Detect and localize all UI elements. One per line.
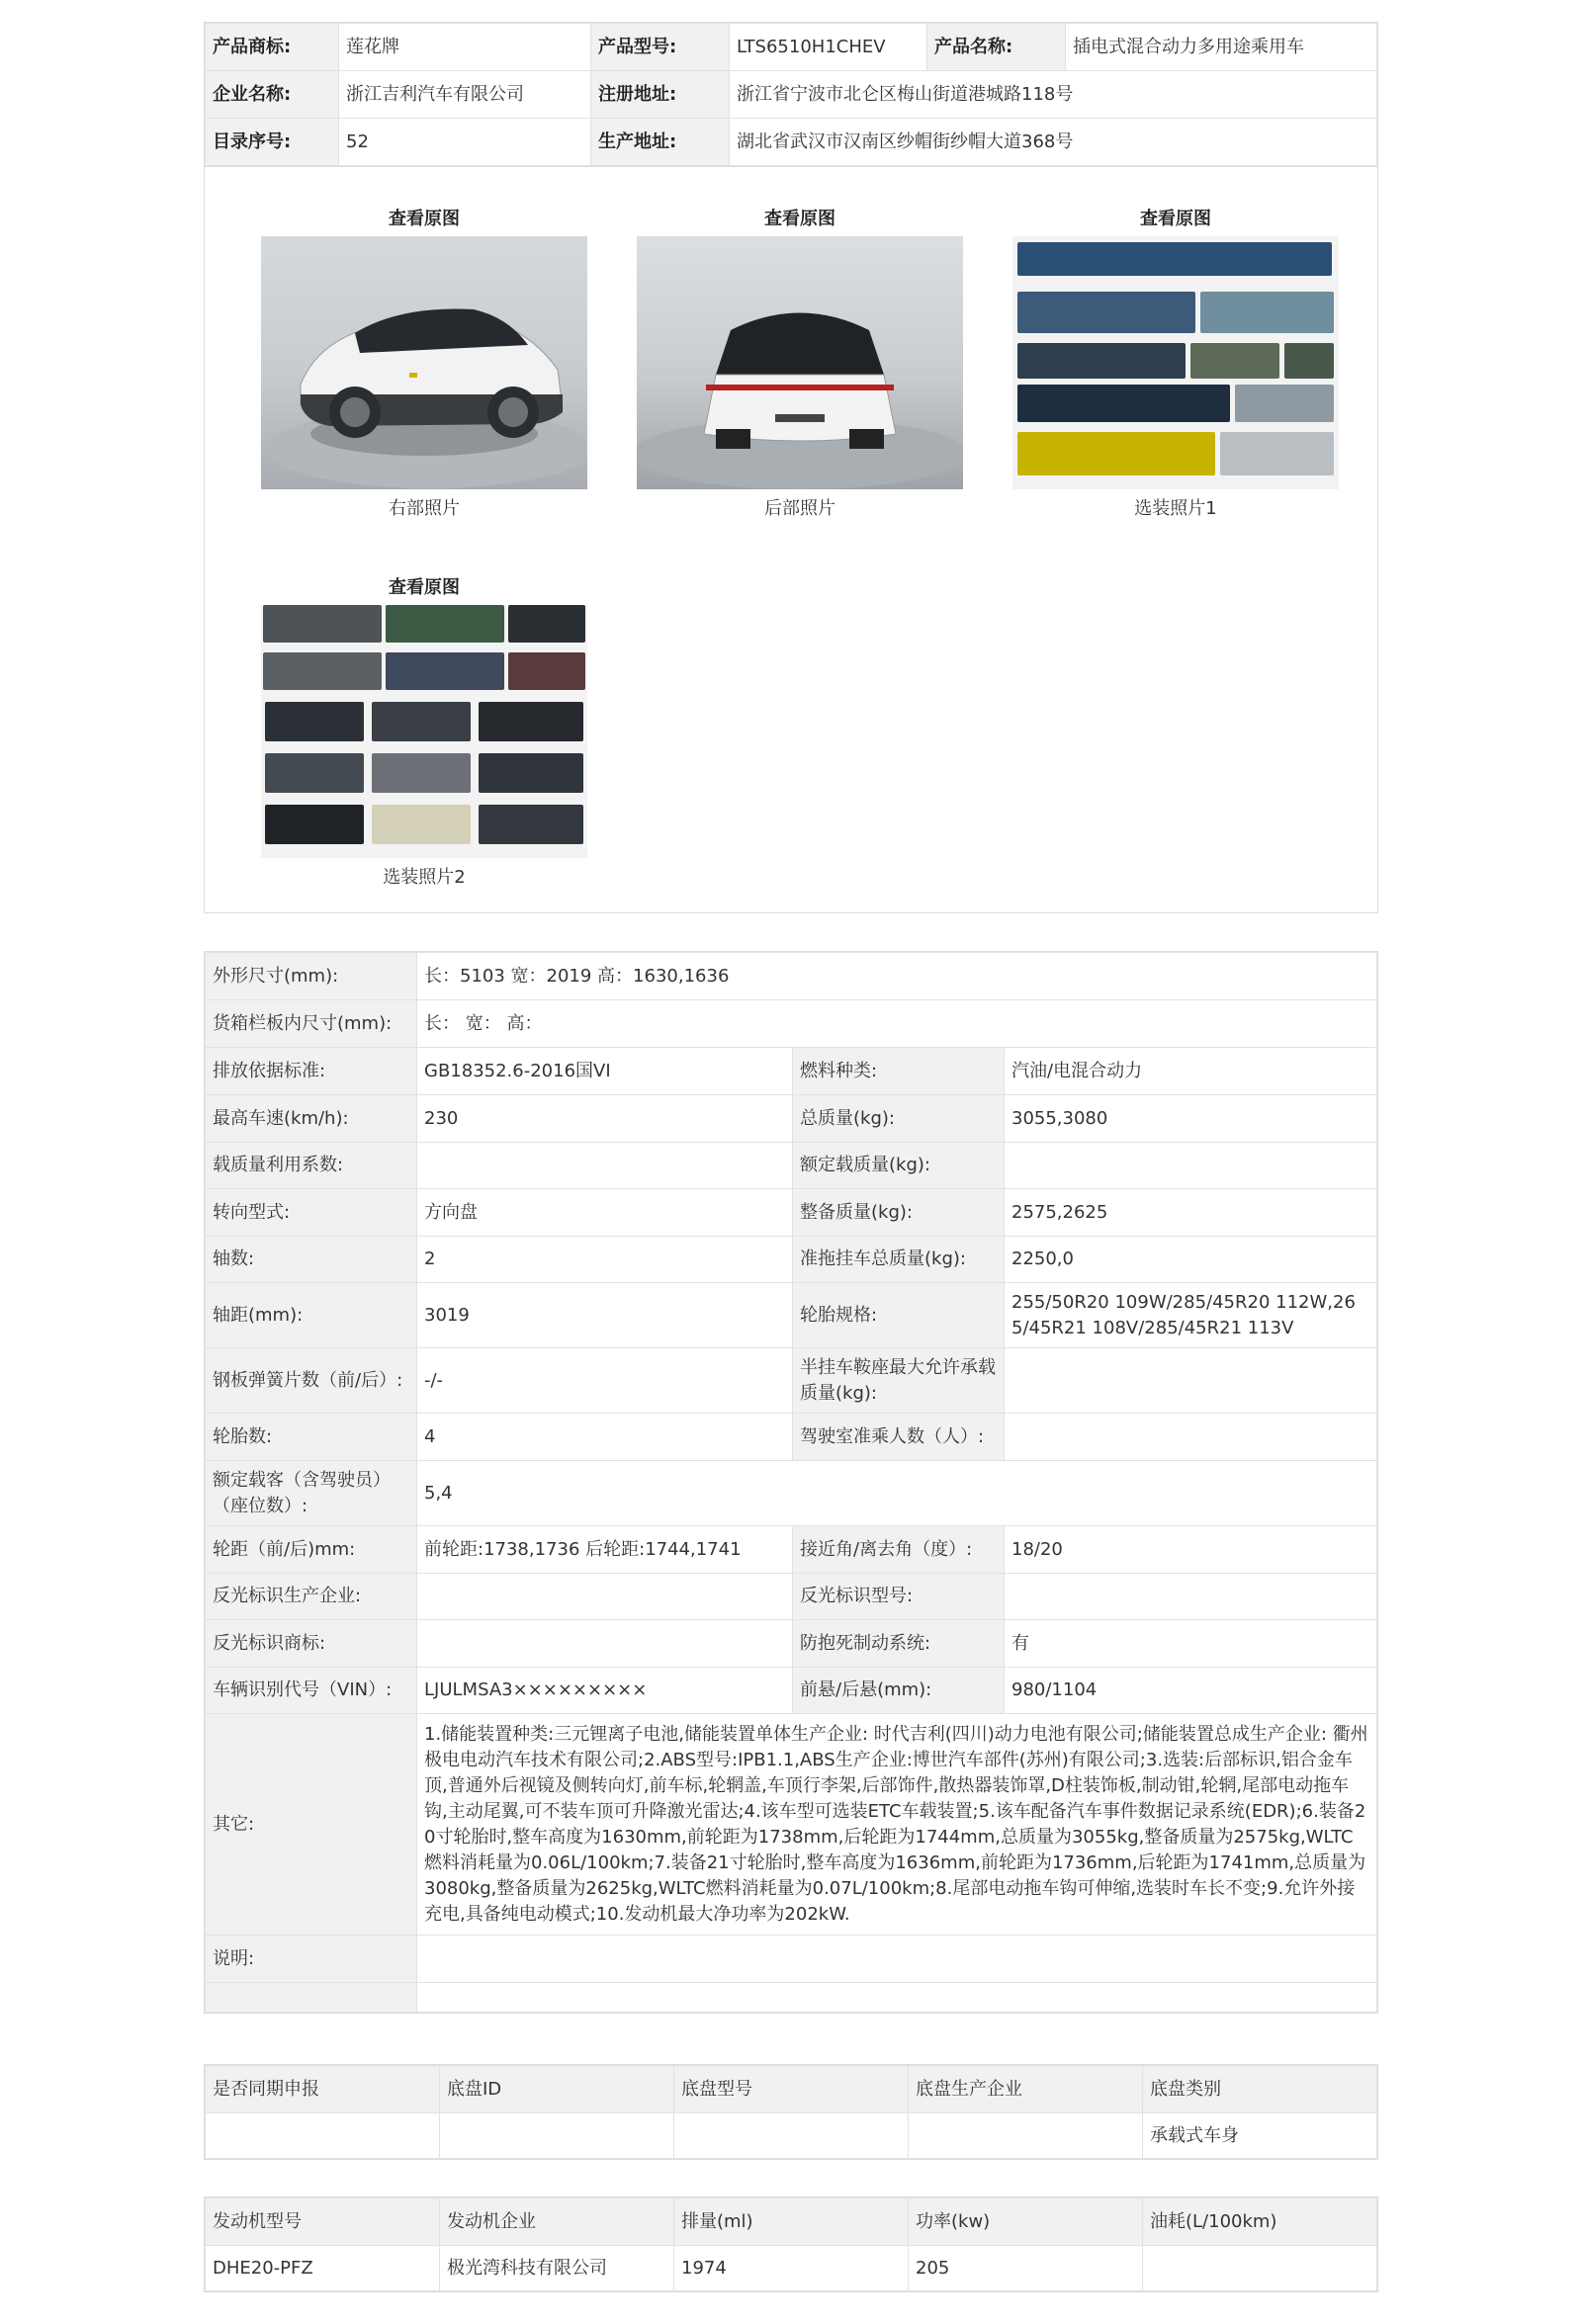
spec-label: 整备质量(kg): (793, 1189, 1005, 1237)
table-row (206, 1714, 1377, 1936)
value-cargo-box: 长： 宽： 高： (417, 1000, 1377, 1048)
table-row (206, 1620, 1377, 1668)
table-row (206, 1189, 1377, 1237)
column-header: 功率(kw) (909, 2198, 1143, 2246)
table-row (206, 1048, 1377, 1095)
label-catalog-no: 目录序号: (206, 119, 339, 166)
view-original-link[interactable]: 查看原图 (389, 209, 460, 229)
column-header: 底盘生产企业 (909, 2066, 1143, 2113)
spec-label: 准拖挂车总质量(kg): (793, 1237, 1005, 1283)
value-reg-address: 浙江省宁波市北仑区梅山街道港城路118号 (730, 71, 1377, 119)
table-cell (440, 2113, 674, 2159)
table-row (206, 1936, 1377, 1983)
table-cell (206, 2113, 440, 2159)
spec-value: 18/20 (1005, 1526, 1377, 1574)
spec-value: 2250,0 (1005, 1237, 1377, 1283)
spec-value: 方向盘 (417, 1189, 793, 1237)
spec-value: LJULMSA3××××××××× (417, 1668, 793, 1714)
photo-option-1 (1012, 203, 1339, 529)
spec-value: 汽油/电混合动力 (1005, 1048, 1377, 1095)
spec-value (417, 1574, 793, 1620)
spec-label: 防抱死制动系统: (793, 1620, 1005, 1668)
spec-value (1005, 1574, 1377, 1620)
spec-label: 前悬/后悬(mm): (793, 1668, 1005, 1714)
spec-value: -/- (417, 1348, 793, 1414)
table-cell (1143, 2246, 1377, 2291)
table-row (206, 1283, 1377, 1348)
spec-value: GB18352.6-2016国VI (417, 1048, 793, 1095)
photo-rear (637, 203, 963, 529)
spec-label: 接近角/离去角（度）: (793, 1526, 1005, 1574)
table-row (206, 2246, 1377, 2291)
spec-label: 反光标识生产企业: (206, 1574, 417, 1620)
table-row (206, 1668, 1377, 1714)
table-row (206, 119, 1377, 166)
label-passengers: 额定载客（含驾驶员）（座位数）: (206, 1461, 417, 1526)
spec-label: 排放依据标准: (206, 1048, 417, 1095)
label-prod-address: 生产地址: (591, 119, 730, 166)
table-row (206, 1095, 1377, 1143)
option-collage-image[interactable] (261, 605, 587, 858)
column-header: 底盘型号 (674, 2066, 909, 2113)
table-row (206, 1461, 1377, 1526)
spec-value: 230 (417, 1095, 793, 1143)
photo-caption: 右部照片 (389, 498, 460, 519)
car-rear-icon (637, 236, 963, 489)
spec-value (1005, 1348, 1377, 1414)
table-row (206, 953, 1377, 1000)
table-row (206, 24, 1377, 71)
photo-option-2 (261, 571, 587, 898)
table-row (206, 1348, 1377, 1414)
table-header-row (206, 2198, 1377, 2246)
column-header: 底盘类别 (1143, 2066, 1377, 2113)
table-row (206, 1143, 1377, 1189)
spec-value: 4 (417, 1414, 793, 1461)
spec-value (1005, 1414, 1377, 1461)
table-cell: 205 (909, 2246, 1143, 2291)
label-brand: 产品商标: (206, 24, 339, 71)
spec-value: 3019 (417, 1283, 793, 1348)
value-passengers: 5,4 (417, 1461, 1377, 1526)
table-row (206, 1983, 1377, 2013)
table-row (206, 1237, 1377, 1283)
spec-label: 载质量利用系数: (206, 1143, 417, 1189)
table-cell: 1974 (674, 2246, 909, 2291)
car-side-icon (261, 236, 587, 489)
photo-caption: 后部照片 (764, 498, 835, 519)
view-original-link[interactable]: 查看原图 (389, 577, 460, 598)
value-dimensions: 长：5103 宽：2019 高：1630,1636 (417, 953, 1377, 1000)
value-other: 1.储能装置种类:三元锂离子电池,储能装置单体生产企业: 时代吉利(四川)动力电池有限公司;储能装置总成生产企业: 衢州极电电动汽车技术有限公司;2.ABS型号:IPB1.1,ABS生产企业:博世汽车部件(苏州)有限公司;3.选装:后部标识,铝合金车顶,普通外后视镜及侧转向灯,前车标,轮辋盖,车顶行李架,后部饰件,散热器装饰罩,D柱装饰板,制动钳,轮辋,尾部电动拖车钩,主动尾翼,可不装车顶可升降激光雷达;4.该车型可选装ETC车载装置;5.该车配备汽车事件数据记录系统(EDR);6.装备20寸轮胎时,整车高度为1630mm,前轮距为1738mm,后轮距为1744mm,总质量为3055kg,整备质量为2575kg,WLTC燃料消耗量为0.06L/100km;7.装备21寸轮胎时,整车高度为1636mm,前轮距为1736mm,后轮距为1741mm,总质量为3080kg,整备质量为2625kg,WLTC燃料消耗量为0.07L/100km;8.尾部电动拖车钩可伸缩,选装时车长不变;9.允许外接充电,具备纯电动模式;10.发动机最大净功率为202kW. (417, 1714, 1377, 1936)
value-note (417, 1936, 1377, 1983)
photo-caption: 选装照片2 (383, 867, 466, 888)
table-row (206, 2113, 1377, 2159)
label-other: 其它: (206, 1714, 417, 1936)
spec-label: 最高车速(km/h): (206, 1095, 417, 1143)
column-header: 发动机企业 (440, 2198, 674, 2246)
spec-label: 驾驶室准乘人数（人）: (793, 1414, 1005, 1461)
label-dimensions: 外形尺寸(mm): (206, 953, 417, 1000)
spec-label: 轮胎数: (206, 1414, 417, 1461)
spec-value (1005, 1143, 1377, 1189)
spec-label: 轮距（前/后)mm: (206, 1526, 417, 1574)
spec-value: 2575,2625 (1005, 1189, 1377, 1237)
table-header-row (206, 2066, 1377, 2113)
spec-value (417, 1620, 793, 1668)
view-original-link[interactable]: 查看原图 (1140, 209, 1211, 229)
table-row (206, 71, 1377, 119)
value-product-name: 插电式混合动力多用途乘用车 (1066, 24, 1377, 71)
spec-value: 前轮距:1738,1736 后轮距:1744,1741 (417, 1526, 793, 1574)
label-product-name: 产品名称: (927, 24, 1066, 71)
spec-value: 有 (1005, 1620, 1377, 1668)
column-header: 底盘ID (440, 2066, 674, 2113)
table-row (206, 1414, 1377, 1461)
product-info-table (204, 22, 1378, 167)
spec-label: 转向型式: (206, 1189, 417, 1237)
label-model: 产品型号: (591, 24, 730, 71)
spec-label: 额定载质量(kg): (793, 1143, 1005, 1189)
photo-caption: 选装照片1 (1134, 498, 1217, 519)
spec-value: 3055,3080 (1005, 1095, 1377, 1143)
option-collage-image[interactable] (1012, 236, 1339, 489)
photo-right (261, 203, 587, 529)
table-cell: 极光湾科技有限公司 (440, 2246, 674, 2291)
table-cell (674, 2113, 909, 2159)
column-header: 是否同期申报 (206, 2066, 440, 2113)
photo-gallery (204, 164, 1378, 913)
table-row (206, 1574, 1377, 1620)
spec-label: 车辆识别代号（VIN）: (206, 1668, 417, 1714)
view-original-link[interactable]: 查看原图 (764, 209, 835, 229)
label-company: 企业名称: (206, 71, 339, 119)
spec-label: 反光标识型号: (793, 1574, 1005, 1620)
blank-label (206, 1983, 417, 2013)
spec-label: 半挂车鞍座最大允许承载质量(kg): (793, 1348, 1005, 1414)
value-catalog-no: 52 (339, 119, 591, 166)
spec-value: 980/1104 (1005, 1668, 1377, 1714)
spec-label: 钢板弹簧片数（前/后）: (206, 1348, 417, 1414)
spec-label: 燃料种类: (793, 1048, 1005, 1095)
column-header: 排量(ml) (674, 2198, 909, 2246)
engine-table (204, 2196, 1378, 2292)
spec-label: 总质量(kg): (793, 1095, 1005, 1143)
label-reg-address: 注册地址: (591, 71, 730, 119)
spec-value: 255/50R20 109W/285/45R20 112W,265/45R21 108V/285/45R21 113V (1005, 1283, 1377, 1348)
value-prod-address: 湖北省武汉市汉南区纱帽街纱帽大道368号 (730, 119, 1377, 166)
value-brand: 莲花牌 (339, 24, 591, 71)
value-model: LTS6510H1CHEV (730, 24, 927, 71)
column-header: 油耗(L/100km) (1143, 2198, 1377, 2246)
table-cell (909, 2113, 1143, 2159)
spec-label: 轮胎规格: (793, 1283, 1005, 1348)
spec-label: 反光标识商标: (206, 1620, 417, 1668)
spec-label: 轴数: (206, 1237, 417, 1283)
table-cell: DHE20-PFZ (206, 2246, 440, 2291)
label-cargo-box: 货箱栏板内尺寸(mm): (206, 1000, 417, 1048)
label-note: 说明: (206, 1936, 417, 1983)
blank-value (417, 1983, 1377, 2013)
table-row (206, 1526, 1377, 1574)
specs-table (204, 951, 1378, 2014)
table-cell: 承载式车身 (1143, 2113, 1377, 2159)
table-row (206, 1000, 1377, 1048)
value-company: 浙江吉利汽车有限公司 (339, 71, 591, 119)
spec-label: 轴距(mm): (206, 1283, 417, 1348)
spec-value (417, 1143, 793, 1189)
column-header: 发动机型号 (206, 2198, 440, 2246)
car-side-image[interactable] (261, 236, 587, 489)
spec-value: 2 (417, 1237, 793, 1283)
chassis-table (204, 2064, 1378, 2160)
car-rear-image[interactable] (637, 236, 963, 489)
